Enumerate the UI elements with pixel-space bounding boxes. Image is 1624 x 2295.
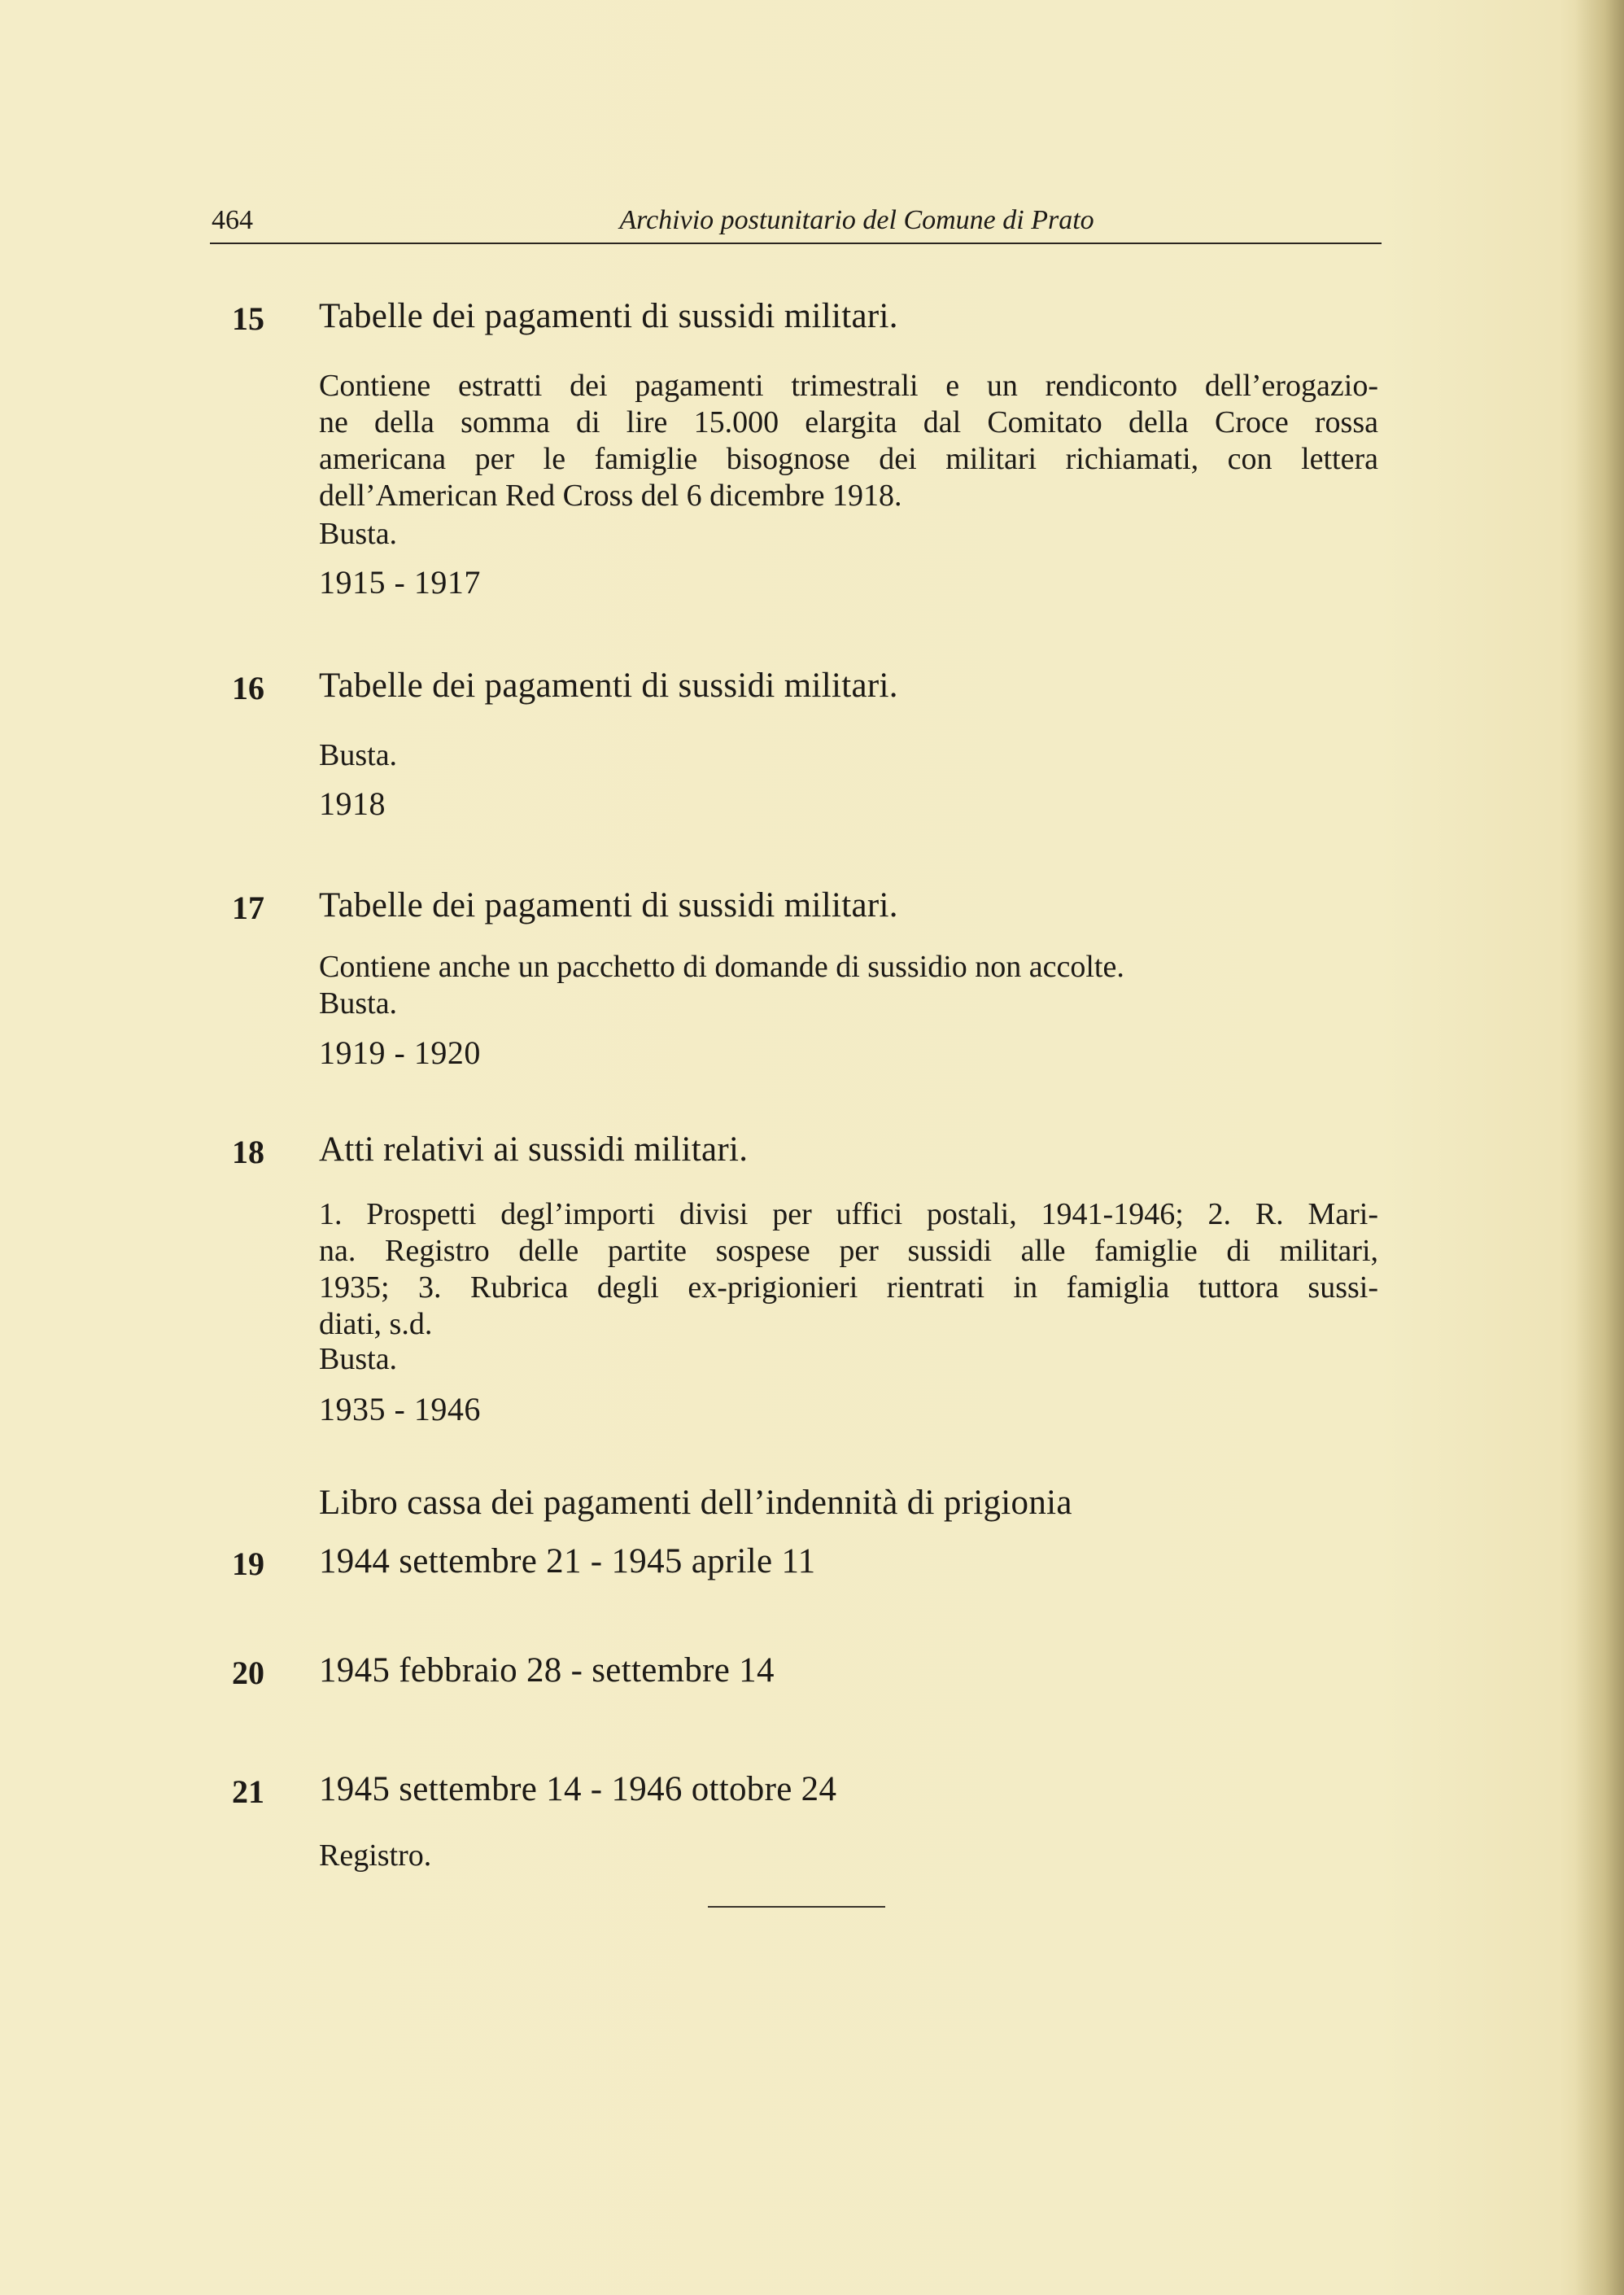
entry-title: Atti relativi ai sussidi militari. (319, 1130, 749, 1169)
content-line: 1. Prospetti degl’importi divisi per uffici postali, 1941-1946; 2. R. Mari- (319, 1197, 1378, 1231)
entry-date: 1935 - 1946 (319, 1391, 481, 1427)
content-line: diati, s.d. (319, 1307, 433, 1341)
content-line: 1935; 3. Rubrica degli ex-prigionieri rientrati in famiglia tuttora sussi- (319, 1270, 1378, 1305)
entry-date: 1919 - 1920 (319, 1034, 481, 1071)
page-number: 464 (212, 205, 253, 235)
entry-number: 16 (232, 670, 264, 706)
entry-content (319, 949, 1378, 986)
entry-number: 18 (232, 1134, 264, 1170)
entry-date: 1944 settembre 21 - 1945 aprile 11 (319, 1542, 816, 1580)
series-title: Libro cassa dei pagamenti dell’indennità di prigionia (319, 1484, 1072, 1522)
page-header (210, 203, 1382, 244)
entry-date: 1945 febbraio 28 - settembre 14 (319, 1651, 775, 1690)
page-edge-shadow (1575, 0, 1624, 2295)
entry-title: Tabelle dei pagamenti di sussidi militari. (319, 886, 898, 925)
content-line: ne della somma di lire 15.000 elargita dal Comitato della Croce rossa (319, 405, 1378, 439)
closing-rule (708, 1906, 885, 1908)
content-line: Contiene estratti dei pagamenti trimestrali e un rendiconto dell’erogazio- (319, 369, 1378, 403)
entry-support: Busta. (319, 738, 398, 772)
content-line: americana per le famiglie bisognose dei militari richiamati, con lettera (319, 442, 1378, 476)
entry-support: Busta. (319, 1342, 398, 1376)
entry-content (319, 368, 1378, 514)
content-line: Contiene anche un pacchetto di domande di sussidio non accolte. (319, 950, 1124, 984)
entry-date: 1918 (319, 785, 386, 822)
content-line: na. Registro delle partite sospese per sussidi alle famiglie di militari, (319, 1234, 1378, 1268)
entry-title: Tabelle dei pagamenti di sussidi militari. (319, 297, 898, 335)
entry-date: 1915 - 1917 (319, 564, 481, 601)
entry-number: 19 (232, 1545, 264, 1582)
entry-number: 15 (232, 300, 264, 337)
entry-support: Busta. (319, 517, 398, 551)
running-title: Archivio postunitario del Comune di Prato (619, 205, 1094, 235)
entry-title: Tabelle dei pagamenti di sussidi militari. (319, 667, 898, 705)
entry-date: 1945 settembre 14 - 1946 ottobre 24 (319, 1770, 837, 1808)
entry-support: Registro. (319, 1838, 432, 1873)
entry-content (319, 1196, 1378, 1343)
entry-number: 17 (232, 890, 264, 926)
entry-number: 20 (232, 1655, 264, 1691)
content-line: dell’American Red Cross del 6 dicembre 1918. (319, 479, 902, 513)
entry-support: Busta. (319, 986, 398, 1021)
entry-number: 21 (232, 1773, 264, 1810)
